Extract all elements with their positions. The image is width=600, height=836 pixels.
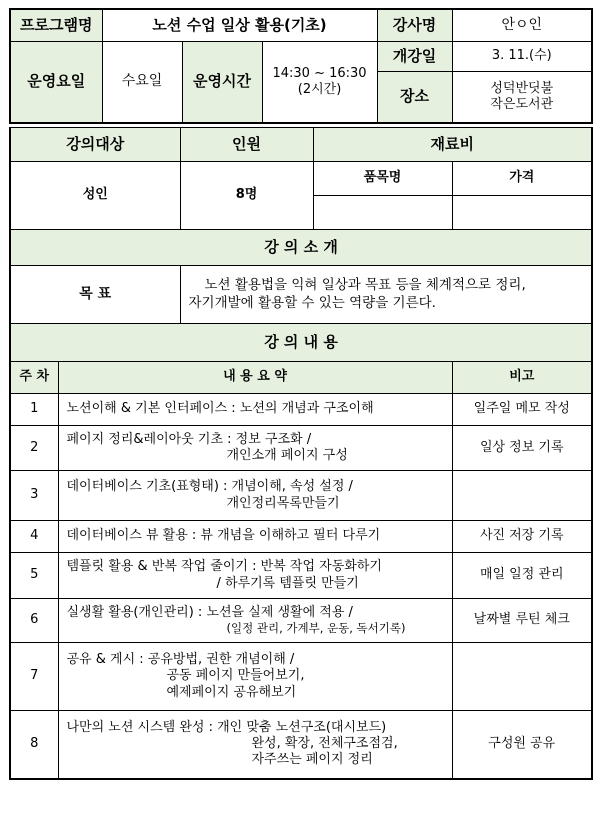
note-cell: [452, 643, 592, 711]
summary-cell: 실생활 활용(개인관리) : 노션을 실제 생활에 적용 / (일정 관리, 가계부, 운동, 독서기록): [58, 599, 452, 643]
instructor-label: 강사명: [377, 9, 452, 41]
table-row: [10, 471, 592, 521]
opening-value: 3. 11.(수): [452, 41, 592, 71]
note-cell: 일상 정보 기록: [452, 426, 592, 471]
week-number: 2: [10, 426, 58, 471]
table-row: [10, 521, 592, 553]
people-value: 8명: [180, 162, 313, 230]
place-value: 성덕반딧불 작은도서관: [452, 71, 592, 123]
week-number: 7: [10, 643, 58, 711]
week-number: 8: [10, 711, 58, 779]
item-label: 품목명: [313, 162, 452, 196]
goal-label: 목 표: [10, 266, 180, 324]
price-label: 가격: [452, 162, 592, 196]
note-cell: 일주일 메모 작성: [452, 394, 592, 426]
summary-cell: 나만의 노션 시스템 완성 : 개인 맞춤 노션구조(대시보드) 완성, 확장, 전체구조점검, 자주쓰는 페이지 정리: [58, 711, 452, 779]
week-number: 6: [10, 599, 58, 643]
table-row: [10, 599, 592, 643]
day-value: 수요일: [102, 41, 182, 123]
place-label: 장소: [377, 71, 452, 123]
target-label: 강의대상: [10, 128, 180, 162]
table-row: [10, 711, 592, 779]
week-number: 5: [10, 553, 58, 599]
target-value: 성인: [10, 162, 180, 230]
note-cell: 구성원 공유: [452, 711, 592, 779]
price-value: [452, 196, 592, 230]
week-number: 3: [10, 471, 58, 521]
goal-text: 노션 활용법을 익혀 일상과 목표 등을 체계적으로 정리, 자기개발에 활용할 수 있는 역량을 기른다.: [180, 266, 592, 324]
week-number: 4: [10, 521, 58, 553]
program-info-table: [9, 8, 593, 124]
summary-cell: 노션이해 & 기본 인터페이스 : 노션의 개념과 구조이해: [58, 394, 452, 426]
program-label: 프로그램명: [10, 9, 102, 41]
course-detail-table: [9, 127, 593, 780]
table-row: [10, 394, 592, 426]
note-column-header: 비고: [452, 362, 592, 394]
summary-cell: 페이지 정리&레이아웃 기초 : 정보 구조화 / 개인소개 페이지 구성: [58, 426, 452, 471]
note-cell: 사진 저장 기록: [452, 521, 592, 553]
summary-column-header: 내 용 요 약: [58, 362, 452, 394]
summary-cell: 공유 & 게시 : 공유방법, 권한 개념이해 / 공동 페이지 만들어보기, 예제페이지 공유해보기: [58, 643, 452, 711]
table-row: [10, 553, 592, 599]
week-number: 1: [10, 394, 58, 426]
table-row: [10, 426, 592, 471]
summary-cell: 템플릿 활용 & 반복 작업 줄이기 : 반복 작업 자동화하기 / 하루기록 템플릿 만들기: [58, 553, 452, 599]
week-column-header: 주 차: [10, 362, 58, 394]
opening-label: 개강일: [377, 41, 452, 71]
note-cell: [452, 471, 592, 521]
intro-section-title: 강 의 소 개: [10, 230, 592, 266]
time-value: 14:30 ~ 16:30 (2시간): [262, 41, 377, 123]
time-label: 운영시간: [182, 41, 262, 123]
instructor-name: 안ㅇ인: [452, 9, 592, 41]
table-row: [10, 643, 592, 711]
item-value: [313, 196, 452, 230]
content-section-title: 강 의 내 용: [10, 324, 592, 362]
program-name: 노션 수업 일상 활용(기초): [102, 9, 377, 41]
day-label: 운영요일: [10, 41, 102, 123]
material-label: 재료비: [313, 128, 592, 162]
summary-cell: 데이터베이스 뷰 활용 : 뷰 개념을 이해하고 필터 다루기: [58, 521, 452, 553]
summary-cell: 데이터베이스 기초(표형태) : 개념이해, 속성 설정 / 개인정리목록만들기: [58, 471, 452, 521]
note-cell: 날짜별 루틴 체크: [452, 599, 592, 643]
note-cell: 매일 일정 관리: [452, 553, 592, 599]
people-label: 인원: [180, 128, 313, 162]
